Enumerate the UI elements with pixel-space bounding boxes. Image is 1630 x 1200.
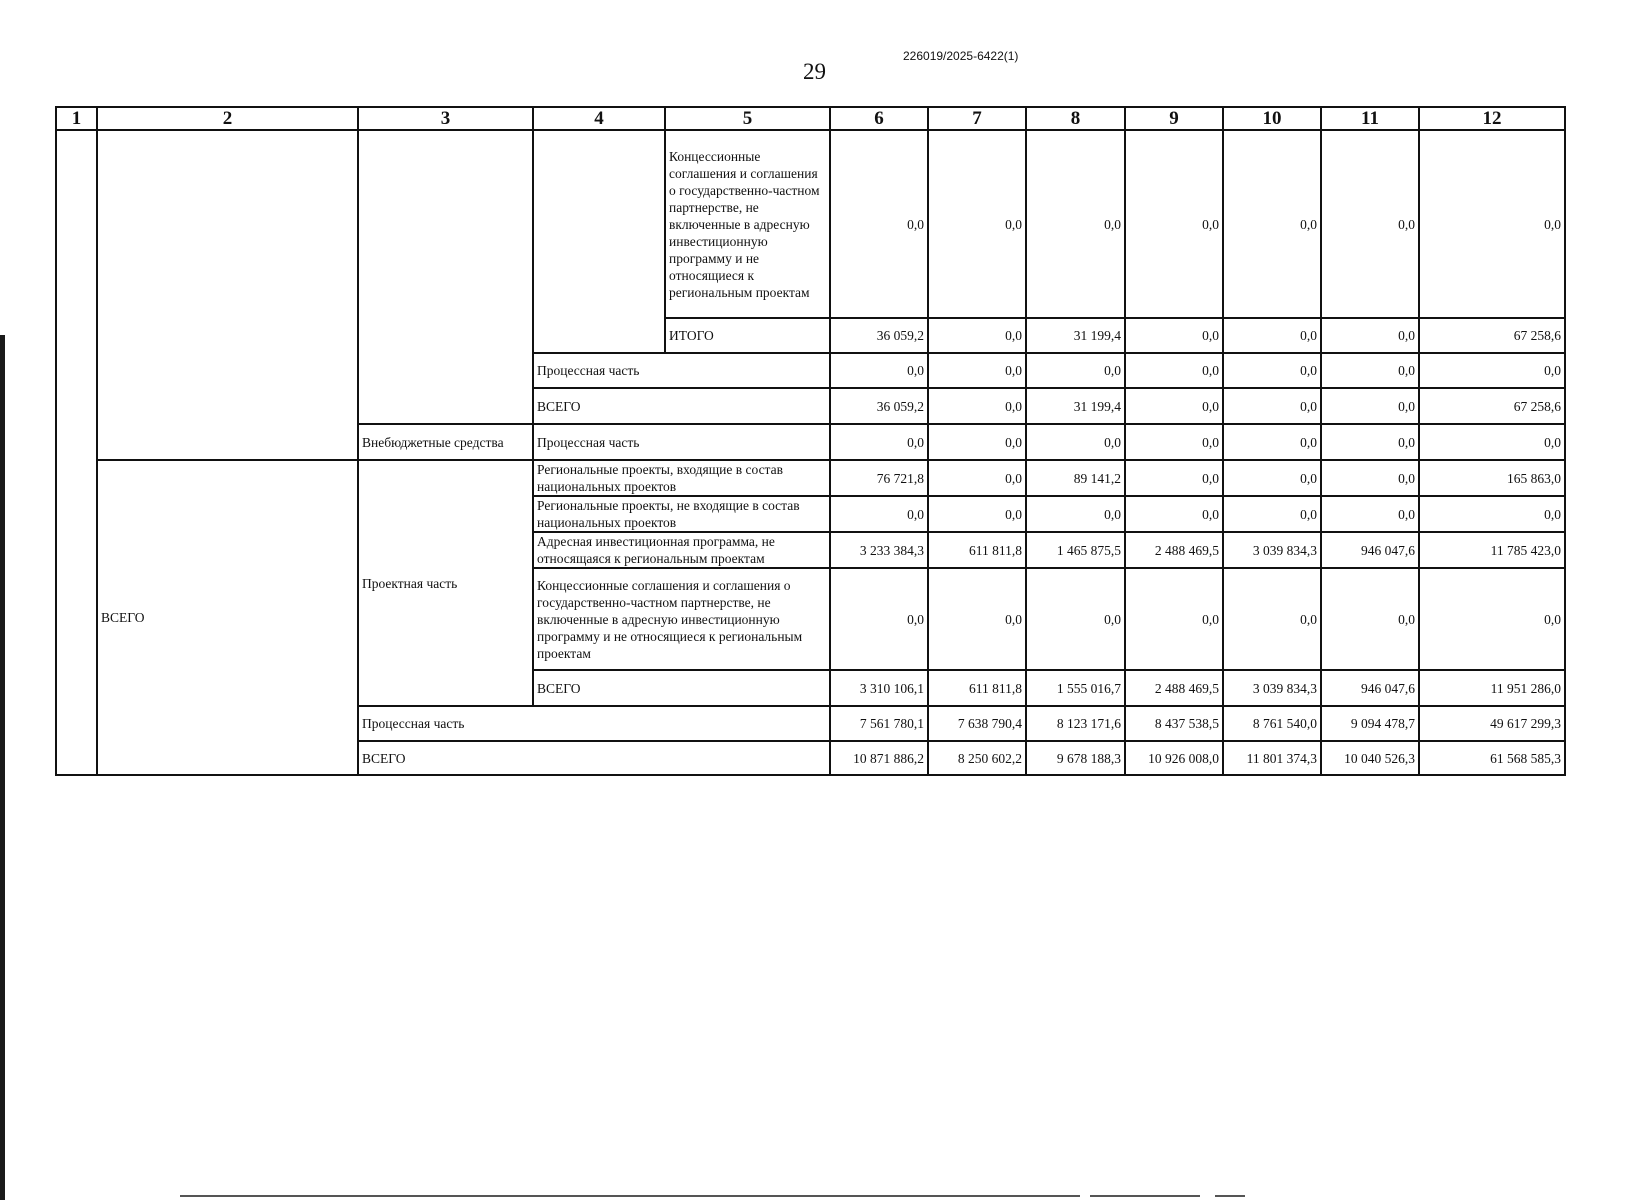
cell-value: 61 568 585,3 [1419,741,1565,775]
row-label-reg-national: Региональные проекты, входящие в состав национальных проектов [533,460,830,496]
cell-value: 946 047,6 [1321,532,1419,568]
cell-value: 0,0 [928,424,1026,460]
cell-value: 0,0 [1026,353,1125,388]
cell-value: 0,0 [1321,496,1419,532]
column-header: 11 [1321,107,1419,130]
row-label-vsego: ВСЕГО [533,388,830,424]
col3-empty-cell [358,130,533,424]
cell-value: 0,0 [1419,568,1565,670]
cell-value: 2 488 469,5 [1125,670,1223,706]
cell-value: 0,0 [1223,496,1321,532]
cell-value: 0,0 [1223,424,1321,460]
row-label-project-part: Проектная часть [358,460,533,706]
cell-value: 0,0 [1419,353,1565,388]
row-label-offbudget: Внебюджетные средства [358,424,533,460]
cell-value: 0,0 [928,353,1026,388]
cell-value: 8 123 171,6 [1026,706,1125,741]
cell-value: 0,0 [1026,424,1125,460]
footer-rule [1090,1195,1200,1197]
cell-value: 49 617 299,3 [1419,706,1565,741]
column-header: 10 [1223,107,1321,130]
cell-value: 0,0 [1125,496,1223,532]
cell-value: 0,0 [1026,130,1125,318]
cell-value: 3 039 834,3 [1223,532,1321,568]
row-label-itogo: ИТОГО [665,318,830,353]
column-header: 7 [928,107,1026,130]
cell-value: 0,0 [1125,130,1223,318]
cell-value: 3 233 384,3 [830,532,928,568]
cell-value: 0,0 [1321,460,1419,496]
cell-value: 3 310 106,1 [830,670,928,706]
cell-value: 611 811,8 [928,532,1026,568]
cell-value: 0,0 [1223,388,1321,424]
column-header: 1 [56,107,97,130]
column-header: 2 [97,107,358,130]
cell-value: 0,0 [830,568,928,670]
cell-value: 9 094 478,7 [1321,706,1419,741]
footer-rule [1215,1195,1245,1197]
cell-value: 1 555 016,7 [1026,670,1125,706]
column-header: 5 [665,107,830,130]
cell-value: 0,0 [1419,496,1565,532]
row-label-vsego-block: ВСЕГО [97,460,358,775]
cell-value: 0,0 [928,388,1026,424]
cell-value: 0,0 [1125,388,1223,424]
column-header: 6 [830,107,928,130]
cell-value: 0,0 [928,568,1026,670]
cell-value: 11 801 374,3 [1223,741,1321,775]
col1-merged-cell [56,130,97,775]
cell-value: 0,0 [1419,424,1565,460]
column-header: 8 [1026,107,1125,130]
cell-value: 0,0 [1223,568,1321,670]
cell-value: 0,0 [830,496,928,532]
cell-value: 0,0 [830,353,928,388]
cell-value: 0,0 [1125,318,1223,353]
cell-value: 0,0 [830,130,928,318]
row-label-aip: Адресная инвестиционная программа, не относящаяся к региональным проектам [533,532,830,568]
document-registration-number: 226019/2025-6422(1) [903,49,1019,63]
cell-value: 0,0 [1026,496,1125,532]
cell-value: 0,0 [830,424,928,460]
cell-value: 7 561 780,1 [830,706,928,741]
cell-value: 11 951 286,0 [1419,670,1565,706]
cell-value: 0,0 [1321,424,1419,460]
cell-value: 0,0 [1125,460,1223,496]
cell-value: 0,0 [1321,318,1419,353]
cell-value: 0,0 [1223,318,1321,353]
cell-value: 0,0 [1125,568,1223,670]
cell-value: 8 250 602,2 [928,741,1026,775]
cell-value: 0,0 [1419,130,1565,318]
cell-value: 10 871 886,2 [830,741,928,775]
cell-value: 946 047,6 [1321,670,1419,706]
cell-value: 89 141,2 [1026,460,1125,496]
row-label-vsego: ВСЕГО [533,670,830,706]
table-row [56,460,1565,496]
footer-rule [180,1195,1080,1197]
cell-value: 0,0 [1223,353,1321,388]
col4-empty-cell [533,130,665,353]
cell-value: 11 785 423,0 [1419,532,1565,568]
cell-value: 0,0 [1321,130,1419,318]
cell-value: 0,0 [1223,460,1321,496]
cell-value: 7 638 790,4 [928,706,1026,741]
row-label-process-part: Процессная часть [358,706,830,741]
cell-value: 31 199,4 [1026,388,1125,424]
cell-value: 1 465 875,5 [1026,532,1125,568]
cell-value: 76 721,8 [830,460,928,496]
cell-value: 0,0 [1321,388,1419,424]
cell-value: 0,0 [1321,353,1419,388]
column-header: 3 [358,107,533,130]
table-row [56,130,1565,318]
cell-value: 0,0 [928,460,1026,496]
row-label-process-part: Процессная часть [533,424,830,460]
cell-value: 0,0 [1125,424,1223,460]
col2-empty-cell [97,130,358,460]
scan-edge-shadow [0,335,5,1200]
cell-value: 0,0 [928,496,1026,532]
cell-value: 0,0 [928,130,1026,318]
cell-value: 9 678 188,3 [1026,741,1125,775]
cell-value: 0,0 [1125,353,1223,388]
cell-value: 611 811,8 [928,670,1026,706]
cell-value: 0,0 [1321,568,1419,670]
cell-value: 2 488 469,5 [1125,532,1223,568]
cell-value: 3 039 834,3 [1223,670,1321,706]
column-header: 12 [1419,107,1565,130]
header-row [56,107,1565,130]
row-label-grand-total: ВСЕГО [358,741,830,775]
cell-value: 0,0 [1026,568,1125,670]
row-label-process-part: Процессная часть [533,353,830,388]
cell-value: 67 258,6 [1419,388,1565,424]
cell-value: 31 199,4 [1026,318,1125,353]
cell-value: 67 258,6 [1419,318,1565,353]
cell-value: 36 059,2 [830,388,928,424]
cell-value: 8 761 540,0 [1223,706,1321,741]
row-label-reg-not-national: Региональные проекты, не входящие в состав национальных проектов [533,496,830,532]
budget-table [55,106,1566,776]
cell-value: 165 863,0 [1419,460,1565,496]
cell-value: 10 040 526,3 [1321,741,1419,775]
column-header: 4 [533,107,665,130]
row-label-concession: Концессионные соглашения и соглашения о государственно-частном партнерстве, не включенные в адресную инвестиционную программу и не относящиеся к региональным проектам [665,130,830,318]
cell-value: 0,0 [928,318,1026,353]
cell-value: 10 926 008,0 [1125,741,1223,775]
row-label-concession: Концессионные соглашения и соглашения о государственно-частном партнерстве, не включенные в адресную инвестиционную программу и не относящиеся к региональным проектам [533,568,830,670]
page-number: 29 [803,59,826,84]
cell-value: 36 059,2 [830,318,928,353]
cell-value: 8 437 538,5 [1125,706,1223,741]
column-header: 9 [1125,107,1223,130]
cell-value: 0,0 [1223,130,1321,318]
